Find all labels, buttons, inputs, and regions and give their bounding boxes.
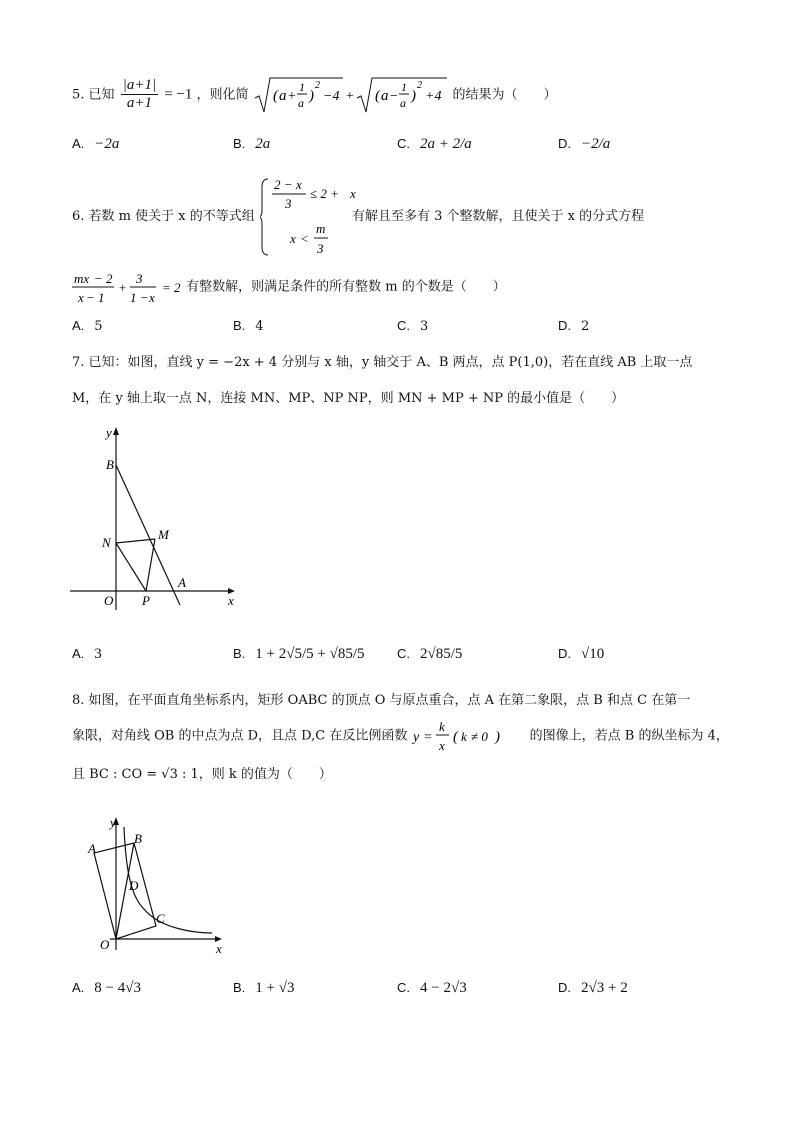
- q7-figure: [70, 425, 245, 610]
- svg-text:(: (: [272, 88, 278, 104]
- q6-option-c[interactable]: C. 3: [397, 318, 429, 334]
- svg-text:3: 3: [285, 196, 292, 211]
- svg-text:m: m: [316, 221, 326, 236]
- svg-text:1: 1: [400, 80, 407, 94]
- svg-text:− 2: − 2: [94, 271, 113, 286]
- q6-text-1: 若数 m 使关于 x 的不等式组: [88, 209, 255, 224]
- q7-label-x: x: [228, 593, 234, 608]
- svg-text:−: −: [388, 89, 399, 104]
- q7-segment-np: [116, 543, 146, 591]
- svg-text:y: y: [413, 730, 420, 745]
- q8-line-3: 且 BC : CO = √3 : 1，则 k 的值为（ ）: [72, 767, 332, 782]
- q5-condition-eq: = −1: [164, 86, 193, 103]
- question-8: [72, 690, 734, 786]
- q7-label-p: P: [142, 593, 150, 608]
- q7-label-a: A: [178, 575, 186, 590]
- svg-text:a: a: [380, 88, 389, 104]
- q7-option-b[interactable]: B. 1 + 2√5/5 + √85/5: [233, 646, 365, 662]
- q6-text-2: 有解且至多有 3 个整数解，且使关于 x 的分式方程: [352, 209, 645, 224]
- svg-text:2: 2: [416, 80, 422, 91]
- svg-text:3: 3: [317, 241, 324, 256]
- q5-text-1: 已知: [88, 87, 115, 103]
- q8-label-y: y: [110, 815, 116, 830]
- q5-option-a[interactable]: A. −2a: [72, 136, 120, 152]
- q6-option-d[interactable]: D. 2: [558, 318, 590, 334]
- q8-option-a[interactable]: A. 8 − 4√3: [72, 980, 141, 996]
- q6-text-3: 有整数解，则满足条件的所有整数 m 的个数是（ ）: [186, 279, 506, 295]
- q8-label-c: C: [156, 911, 165, 926]
- q6-option-b[interactable]: B. 4: [233, 318, 264, 334]
- svg-text:): ): [495, 729, 501, 745]
- q8-number: 8.: [72, 693, 85, 708]
- svg-text:): ): [308, 88, 314, 104]
- q7-option-c[interactable]: C. 2√85/5: [397, 646, 463, 662]
- svg-text:≠ 0: ≠ 0: [471, 729, 489, 744]
- svg-text:x: x: [350, 186, 356, 201]
- q7-option-d[interactable]: D. √10: [558, 646, 605, 662]
- q7-segment-nm: [116, 539, 155, 543]
- svg-text:a: a: [297, 96, 304, 110]
- svg-text:2: 2: [314, 80, 320, 91]
- svg-text:x: x: [149, 290, 155, 305]
- q8-option-b[interactable]: B. 1 + √3: [233, 980, 295, 996]
- q5-number: 5.: [72, 87, 85, 103]
- q7-label-o: O: [104, 593, 114, 608]
- svg-text:(: (: [453, 729, 459, 745]
- q7-segment-mp: [146, 539, 155, 591]
- svg-text:x: x: [290, 231, 296, 246]
- svg-text:+4: +4: [424, 89, 442, 104]
- question-7: [72, 352, 734, 410]
- question-5: [72, 74, 734, 114]
- svg-text:3: 3: [136, 271, 143, 286]
- q5-condition-fraction: $\frac{|a+1|}{a+1}$: [122, 77, 157, 112]
- q6-option-a[interactable]: A. 5: [72, 318, 103, 334]
- q8-line-1: 如图，在平面直角坐标系内，矩形 OABC 的顶点 O 与原点重合，点 A 在第二象限，点 B 和点 C 在第一: [88, 693, 691, 708]
- q5-text-2: ，则化简: [196, 87, 249, 103]
- question-6: [72, 175, 734, 307]
- q6-fraction-equation: [72, 267, 182, 307]
- q8-line-2a: 象限，对角线 OB 的中点为点 D，且点 D,C 在反比例函数: [72, 728, 408, 744]
- q5-option-c[interactable]: C. 2a + 2/a: [397, 136, 472, 152]
- svg-text:1 −: 1 −: [130, 290, 149, 305]
- q7-label-n: N: [102, 535, 111, 550]
- q8-option-c[interactable]: C. 4 − 2√3: [397, 980, 467, 996]
- svg-text:x: x: [296, 177, 302, 192]
- svg-text:+: +: [344, 89, 355, 104]
- svg-text:mx: mx: [74, 271, 90, 286]
- q7-line-ab: [116, 465, 180, 605]
- svg-text:a: a: [399, 96, 406, 110]
- q8-option-d[interactable]: D. 2√3 + 2: [558, 980, 628, 996]
- svg-text:<: <: [300, 231, 309, 246]
- svg-text:x: x: [78, 290, 84, 305]
- svg-text:k: k: [461, 729, 468, 744]
- svg-text:≤ 2 +: ≤ 2 +: [310, 186, 339, 201]
- q8-label-x: x: [216, 941, 222, 956]
- q7-y-arrow-icon: [113, 427, 119, 435]
- q6-number: 6.: [72, 209, 85, 224]
- q5-radical-expression: [253, 74, 449, 116]
- svg-text:(: (: [374, 88, 380, 104]
- svg-text:x: x: [439, 738, 446, 753]
- svg-text:+: +: [118, 280, 127, 295]
- svg-text:2 −: 2 −: [274, 177, 293, 192]
- q8-label-o: O: [100, 937, 110, 952]
- svg-text:− 1: − 1: [86, 290, 105, 305]
- q5-text-3: 的结果为（ ）: [452, 87, 557, 103]
- q7-option-a[interactable]: A. 3: [72, 646, 102, 662]
- q5-option-d[interactable]: D. −2/a: [558, 136, 611, 152]
- q8-label-b: B: [134, 831, 142, 846]
- q7-line-1: 已知：如图，直线 y = −2x + 4 分别与 x 轴，y 轴交于 A、B 两点，点 P(1,0)，若在直线 AB 上取一点: [88, 355, 693, 370]
- q8-label-a: A: [88, 841, 96, 856]
- q7-line-2: M，在 y 轴上取一点 N，连接 MN、MP、NP NP，则 MN + MP + NP 的最小值是（ ）: [72, 391, 625, 406]
- q8-figure: [80, 815, 230, 960]
- q5-option-b[interactable]: B. 2a: [233, 136, 271, 152]
- svg-text:−4: −4: [322, 89, 340, 104]
- q7-label-m: M: [158, 527, 169, 542]
- q7-number: 7.: [72, 355, 85, 370]
- q8-line-2b: 的图像上，若点 B 的纵坐标为 4，: [529, 728, 729, 744]
- svg-text:a: a: [278, 88, 287, 104]
- q7-label-y: y: [106, 425, 112, 440]
- q7-label-b: B: [106, 457, 114, 472]
- svg-text:+: +: [286, 89, 297, 104]
- q5-expression: [253, 80, 453, 110]
- svg-text:k: k: [439, 719, 446, 734]
- q8-inverse-function: [411, 716, 525, 756]
- q8-label-d: D: [129, 878, 139, 893]
- svg-text:1: 1: [298, 80, 305, 94]
- svg-text:): ): [410, 88, 416, 104]
- svg-text:= 2: = 2: [162, 280, 181, 295]
- q6-inequality-system: [260, 175, 360, 259]
- svg-text:=: =: [423, 730, 433, 745]
